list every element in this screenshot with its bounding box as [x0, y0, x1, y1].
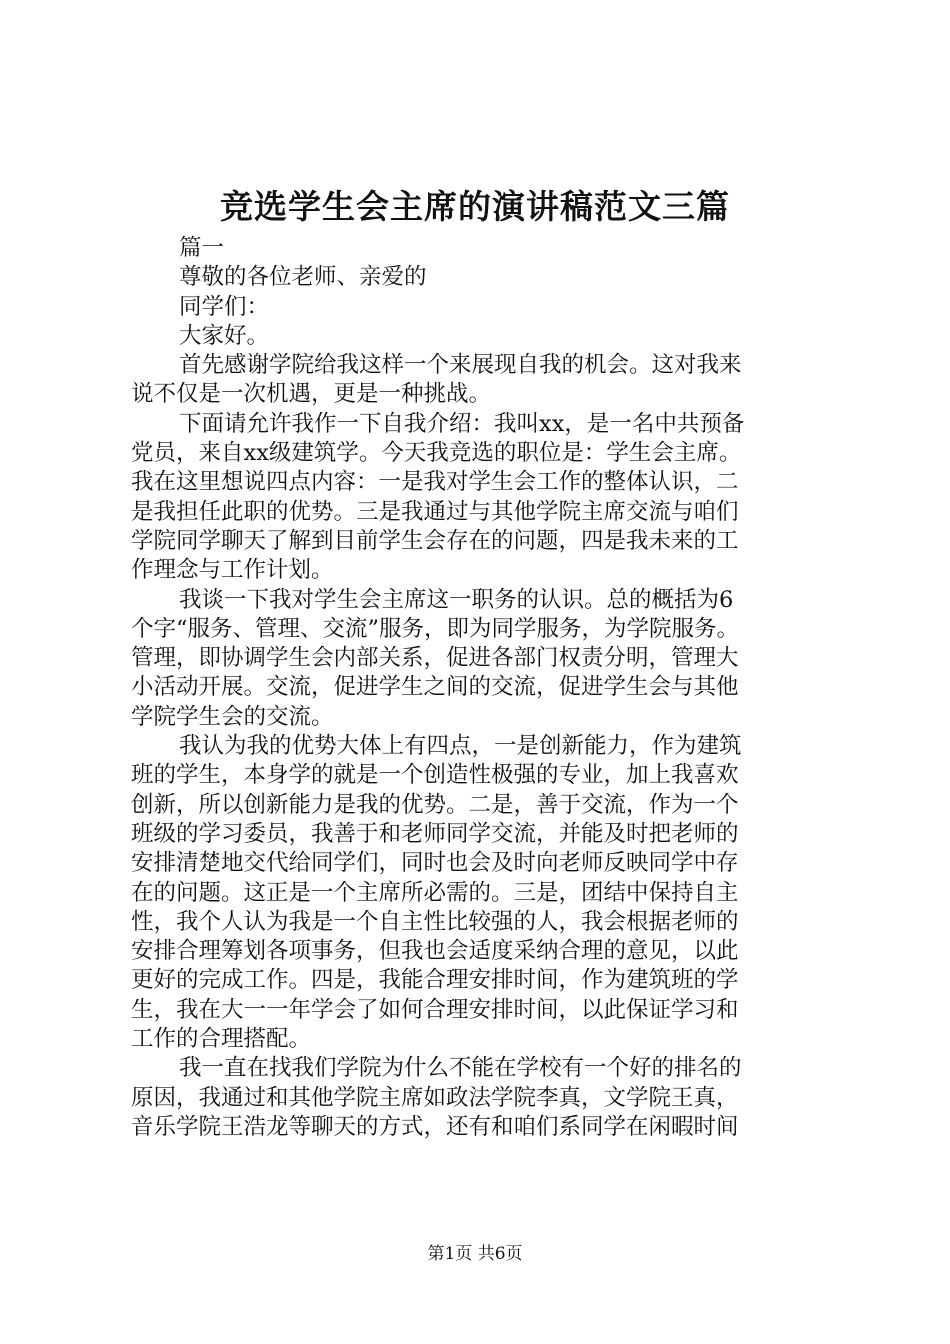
body-line: 原因，我通过和其他学院主席如政法学院李真，文学院王真， [131, 1084, 739, 1111]
body-line: 安排合理筹划各项事务，但我也会适度采纳合理的意见，以此 [131, 938, 739, 965]
document-body [131, 234, 831, 1142]
body-line: 班的学生，本身学的就是一个创造性极强的专业，加上我喜欢 [131, 762, 739, 789]
body-line: 党员，来自xx级建筑学。今天我竞选的职位是：学生会主席。 [131, 440, 742, 467]
body-line: 篇一 [179, 235, 225, 261]
body-line: 在的问题。这正是一个主席所必需的。三是，团结中保持自主 [131, 879, 739, 906]
body-line: 个字“服务、管理、交流”服务，即为同学服务，为学院服务。 [131, 615, 740, 642]
page-footer: 第1页 共6页 [427, 1244, 523, 1264]
body-line: 性，我个人认为我是一个自主性比较强的人，我会根据老师的 [131, 908, 739, 935]
body-line: 小活动开展。交流，促进学生之间的交流，促进学生会与其他 [131, 674, 739, 701]
body-line: 创新，所以创新能力是我的优势。二是，善于交流，作为一个 [131, 791, 739, 818]
document-title: 竞选学生会主席的演讲稿范文三篇 [220, 187, 730, 226]
body-line: 安排清楚地交代给同学们，同时也会及时向老师反映同学中存 [131, 850, 739, 877]
body-line: 说不仅是一次机遇，更是一种挑战。 [131, 381, 492, 408]
body-line: 大家好。 [179, 322, 270, 349]
body-line: 是我担任此职的优势。三是我通过与其他学院主席交流与咱们 [131, 498, 739, 525]
body-line: 学院学生会的交流。 [131, 703, 334, 730]
body-line: 下面请允许我作一下自我介绍：我叫xx，是一名中共预备 [179, 410, 745, 437]
body-line: 尊敬的各位老师、亲爱的 [179, 264, 427, 291]
body-line: 首先感谢学院给我这样一个来展现自我的机会。这对我来 [179, 352, 742, 379]
body-line: 我在这里想说四点内容：一是我对学生会工作的整体认识，二 [131, 469, 739, 496]
body-line: 学院同学聊天了解到目前学生会存在的问题，四是我未来的工 [131, 527, 739, 554]
body-line: 作理念与工作计划。 [131, 557, 334, 584]
body-line: 生，我在大一一年学会了如何合理安排时间，以此保证学习和 [131, 996, 739, 1023]
body-line: 我认为我的优势大体上有四点，一是创新能力，作为建筑 [179, 733, 742, 760]
body-line: 工作的合理搭配。 [131, 1026, 312, 1053]
body-line: 班级的学习委员，我善于和老师同学交流，并能及时把老师的 [131, 820, 739, 847]
body-line: 我一直在找我们学院为什么不能在学校有一个好的排名的 [179, 1055, 742, 1082]
body-line: 更好的完成工作。四是，我能合理安排时间，作为建筑班的学 [131, 967, 739, 994]
body-line: 同学们： [179, 293, 270, 320]
body-line: 我谈一下我对学生会主席这一职务的认识。总的概括为6 [179, 586, 734, 613]
body-line: 音乐学院王浩龙等聊天的方式，还有和咱们系同学在闲暇时间 [131, 1113, 739, 1140]
body-line: 管理，即协调学生会内部关系，促进各部门权责分明，管理大 [131, 645, 739, 672]
